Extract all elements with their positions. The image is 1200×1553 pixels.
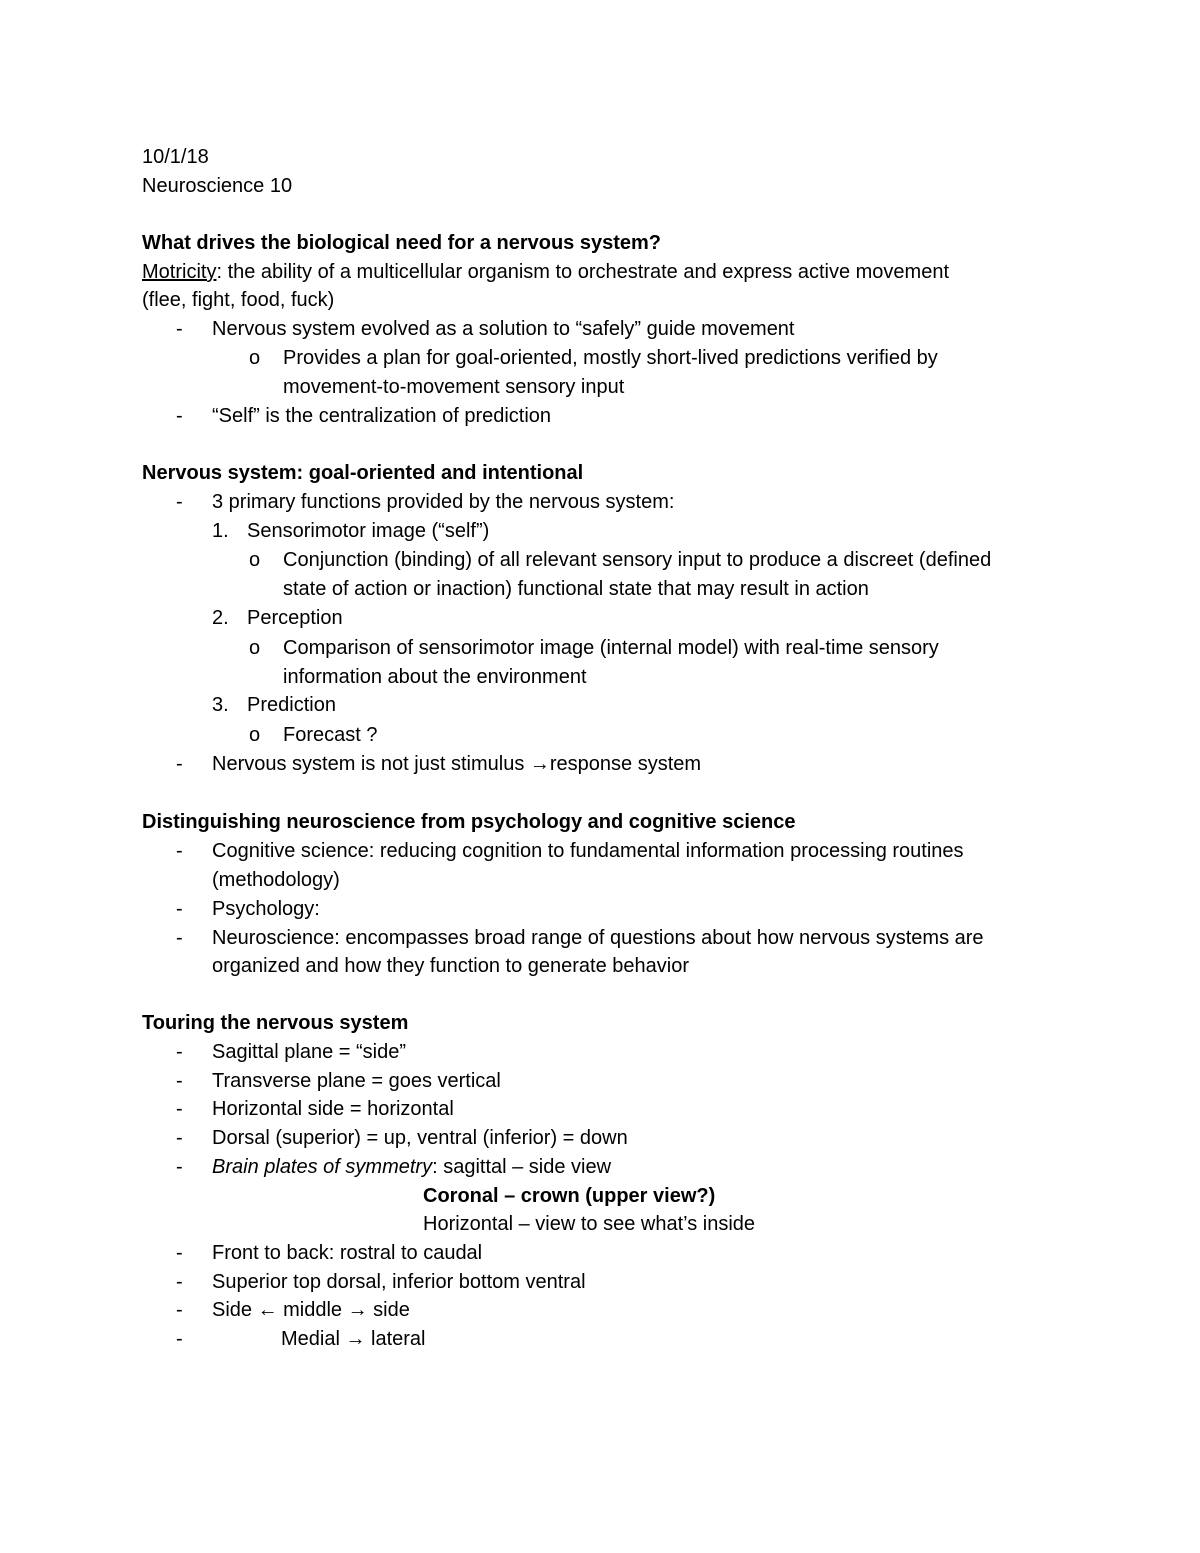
section-heading-touring: Touring the nervous system: [142, 1012, 409, 1034]
bullet-transverse-plane: Transverse plane = goes vertical: [212, 1070, 501, 1092]
bullet-cognitive-science: Cognitive science: reducing cognition to fundamental information processing routines: [212, 840, 964, 862]
bullet-nervous-system-evolved: Nervous system evolved as a solution to “safely” guide movement: [212, 318, 795, 340]
sub-bullet-conjunction-cont: state of action or inaction) functional state that may result in action: [283, 578, 869, 600]
function-prediction: Prediction: [247, 694, 336, 716]
bullet-side-middle-side: Side ← middle → side: [212, 1299, 410, 1321]
motricity-definition: [142, 258, 949, 286]
bullet-neuroscience: Neuroscience: encompasses broad range of questions about how nervous systems are: [212, 927, 984, 949]
list-number: 3.: [212, 694, 229, 716]
dash-marker: -: [176, 1098, 183, 1120]
bullet-self-prediction: “Self” is the centralization of prediction: [212, 405, 552, 427]
motricity-definition-text: : the ability of a multicellular organism to orchestrate and express active movement: [216, 261, 950, 283]
bullet-medial-lateral: Medial → lateral: [281, 1328, 426, 1350]
motricity-definition-cont: (flee, fight, food, fuck): [142, 289, 335, 311]
circle-marker: o: [249, 549, 261, 571]
brain-planes-term: Brain plates of symmetry: [212, 1156, 433, 1178]
dash-marker: -: [176, 840, 183, 862]
sub-bullet-plan-cont: movement-to-movement sensory input: [283, 376, 625, 398]
sub-bullet-comparison-cont: information about the environment: [283, 666, 587, 688]
section-heading-goal-oriented: Nervous system: goal-oriented and intentional: [142, 462, 584, 484]
sub-bullet-comparison: Comparison of sensorimotor image (internal model) with real-time sensory: [283, 637, 939, 659]
dash-marker: -: [176, 1271, 183, 1293]
bullet-rostral-caudal: Front to back: rostral to caudal: [212, 1242, 483, 1264]
dash-marker: -: [176, 927, 183, 949]
bullet-neuroscience-cont: organized and how they function to generate behavior: [212, 955, 690, 977]
dash-marker: -: [176, 1156, 183, 1178]
course-title: Neuroscience 10: [142, 175, 293, 197]
section-heading-biological-need: What drives the biological need for a nervous system?: [142, 232, 662, 254]
dash-marker: -: [176, 491, 183, 513]
sub-bullet-conjunction: Conjunction (binding) of all relevant sensory input to produce a discreet (defined: [283, 549, 992, 571]
list-number: 1.: [212, 520, 229, 542]
bullet-cognitive-science-cont: (methodology): [212, 869, 340, 891]
circle-marker: o: [249, 347, 261, 369]
function-perception: Perception: [247, 607, 343, 629]
bullet-dorsal-ventral: Dorsal (superior) = up, ventral (inferior) = down: [212, 1127, 628, 1149]
section-heading-distinguishing: Distinguishing neuroscience from psychology and cognitive science: [142, 811, 796, 833]
sub-bullet-forecast: Forecast ?: [283, 724, 378, 746]
sub-bullet-plan: Provides a plan for goal-oriented, mostly short-lived predictions verified by: [283, 347, 938, 369]
circle-marker: o: [249, 637, 261, 659]
circle-marker: o: [249, 724, 261, 746]
dash-marker: -: [176, 1070, 183, 1092]
function-sensorimotor-image: Sensorimotor image (“self”): [247, 520, 490, 542]
brain-planes-sagittal: : sagittal – side view: [432, 1156, 612, 1178]
dash-marker: -: [176, 753, 183, 775]
dash-marker: -: [176, 898, 183, 920]
dash-marker: -: [176, 405, 183, 427]
dash-marker: -: [176, 1127, 183, 1149]
bullet-brain-planes: [212, 1153, 611, 1181]
motricity-term: Motricity: [142, 261, 217, 283]
date-line: 10/1/18: [142, 146, 209, 168]
bullet-stimulus-response: Nervous system is not just stimulus →response system: [212, 753, 702, 775]
dash-marker: -: [176, 1328, 183, 1350]
bullet-psychology: Psychology:: [212, 898, 320, 920]
bullet-sagittal-plane: Sagittal plane = “side”: [212, 1041, 407, 1063]
bullet-horizontal-side: Horizontal side = horizontal: [212, 1098, 454, 1120]
dash-marker: -: [176, 1242, 183, 1264]
dash-marker: -: [176, 1041, 183, 1063]
list-number: 2.: [212, 607, 229, 629]
dash-marker: -: [176, 318, 183, 340]
bullet-superior-inferior: Superior top dorsal, inferior bottom ventral: [212, 1271, 586, 1293]
dash-marker: -: [176, 1299, 183, 1321]
brain-planes-coronal: Coronal – crown (upper view?): [423, 1185, 716, 1207]
bullet-primary-functions: 3 primary functions provided by the nervous system:: [212, 491, 675, 513]
brain-planes-horizontal: Horizontal – view to see what’s inside: [423, 1213, 756, 1235]
